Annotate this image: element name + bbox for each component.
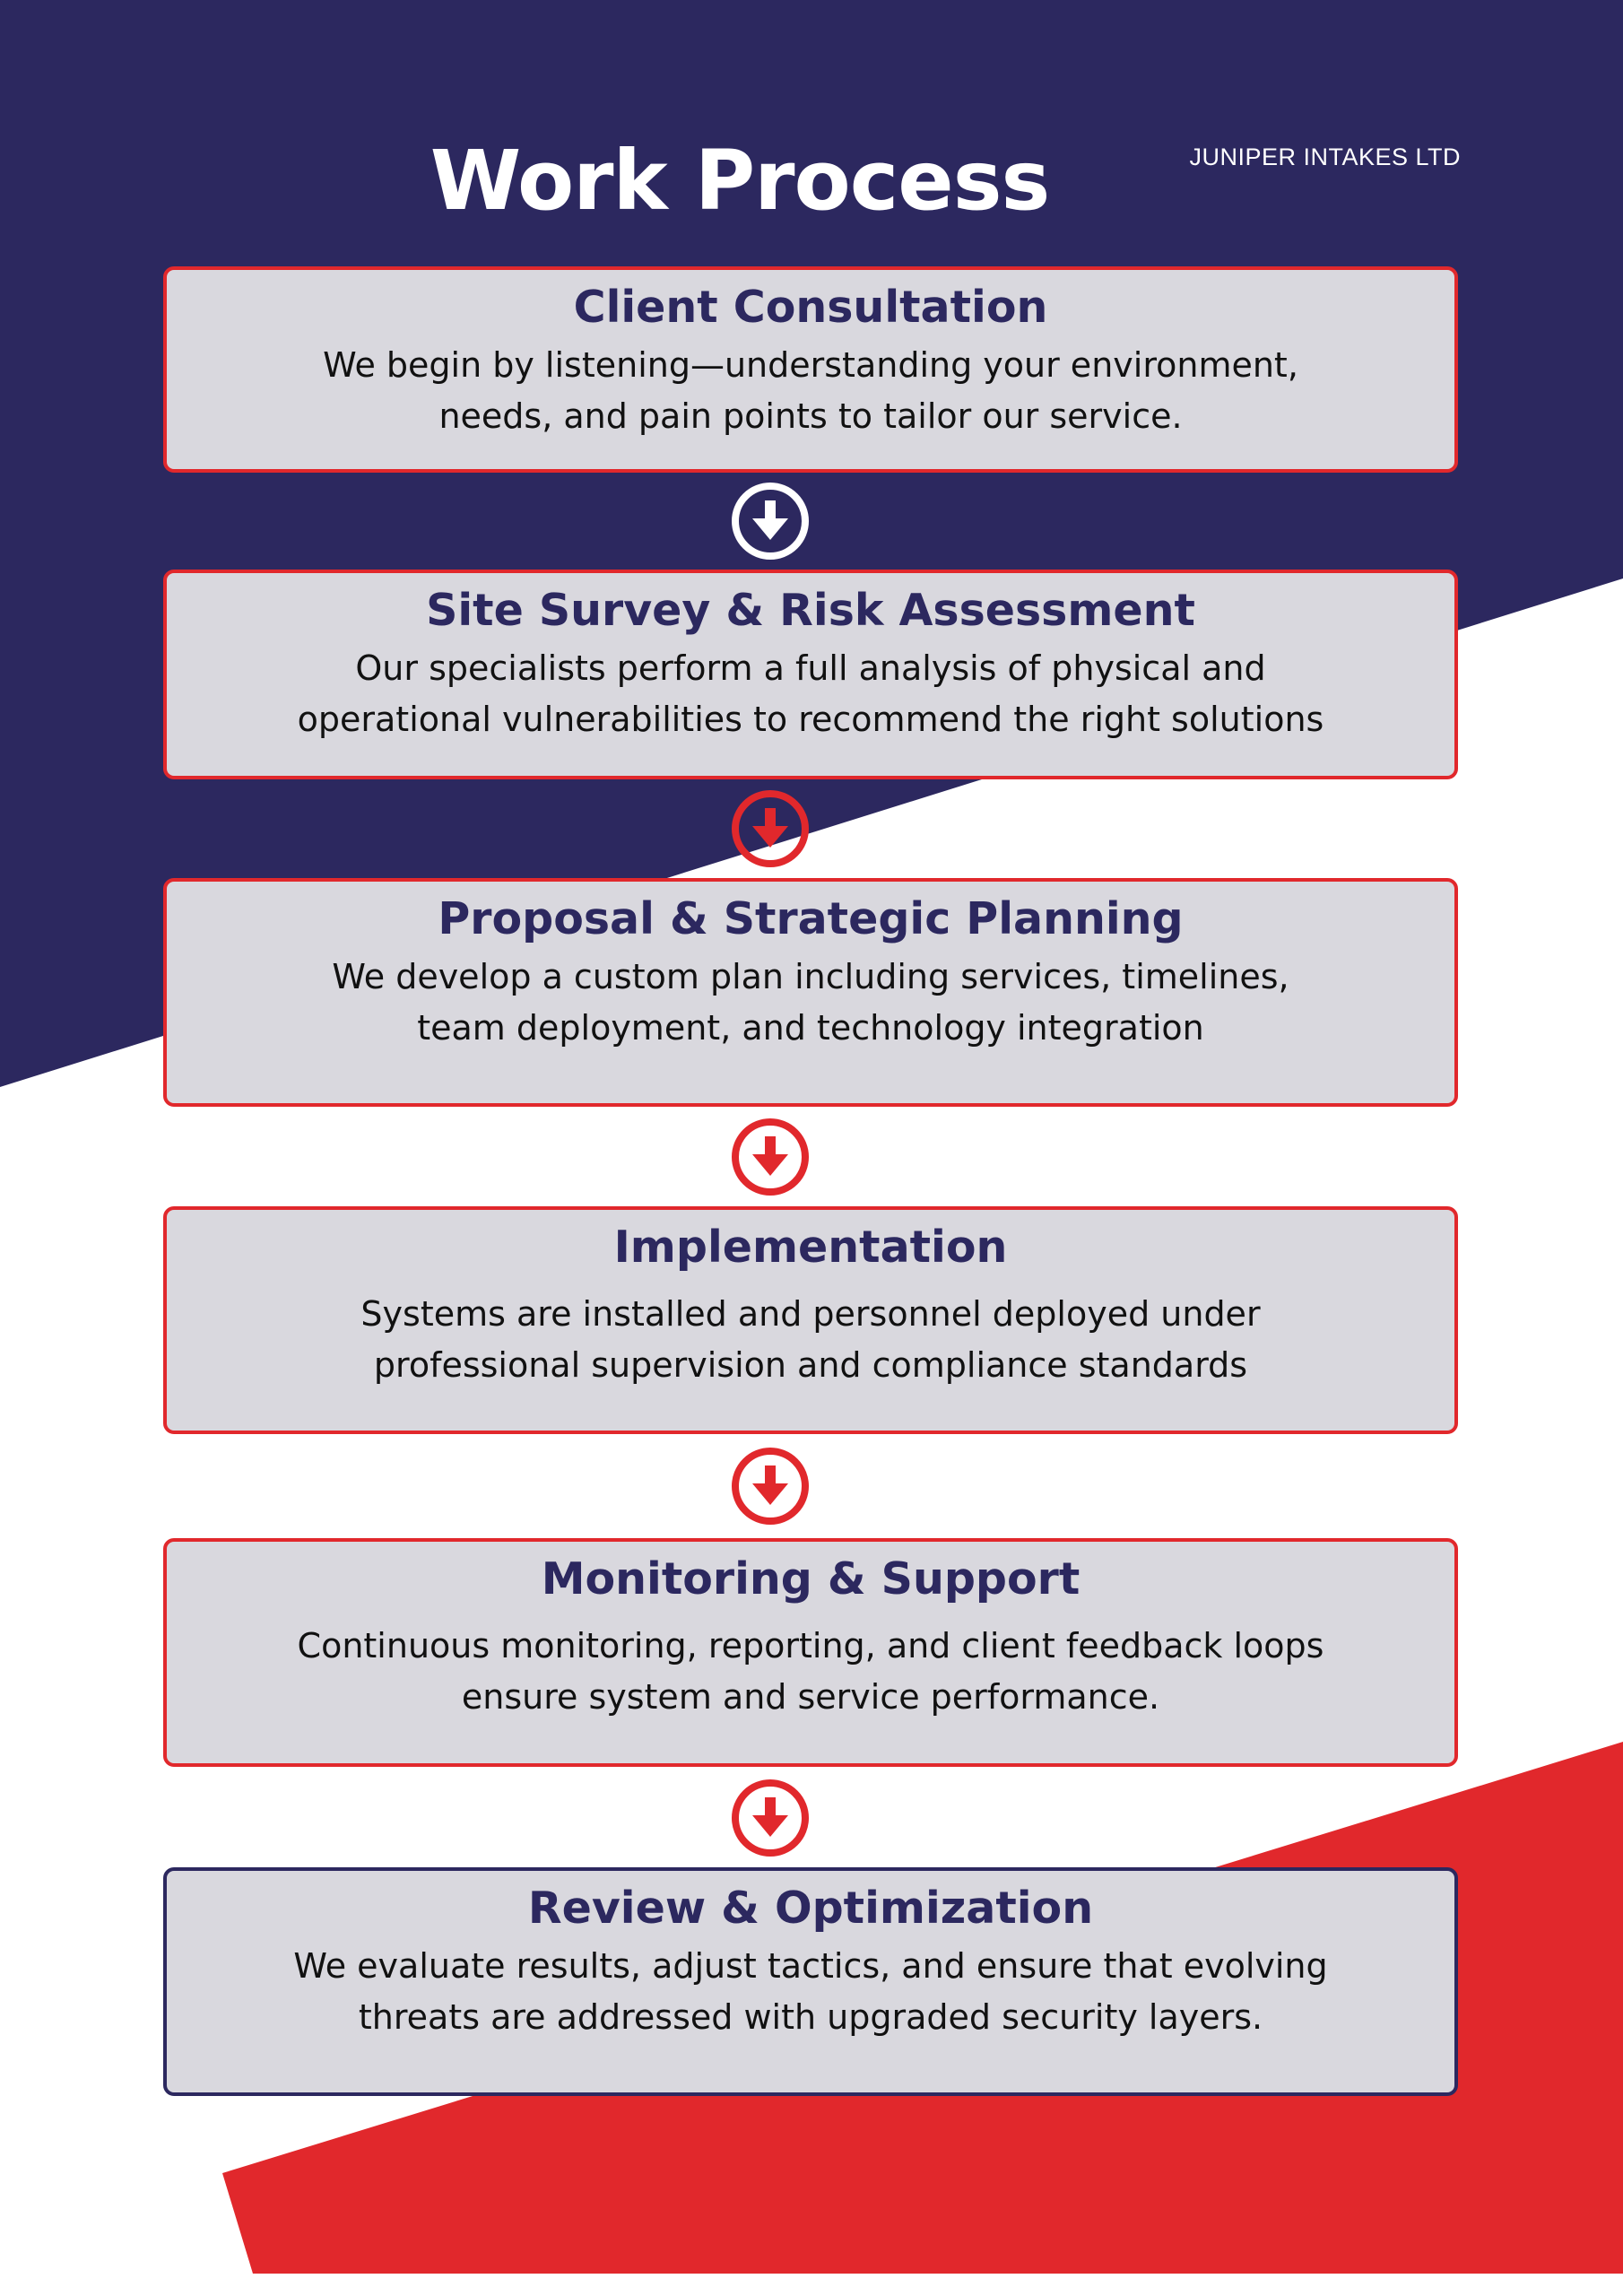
- page-title: Work Process: [430, 133, 1050, 229]
- step-card-monitoring-support: [163, 1538, 1458, 1767]
- step-description-line: We develop a custom plan including services, timelines,: [332, 957, 1289, 996]
- step-description: [167, 1941, 1454, 2043]
- step-title: Monitoring & Support: [541, 1553, 1081, 1605]
- step-description-line: professional supervision and compliance standards: [373, 1345, 1248, 1385]
- step-title: Implementation: [613, 1222, 1008, 1273]
- arrow-down-icon: [730, 1778, 811, 1858]
- step-description-line: ensure system and service performance.: [461, 1677, 1160, 1717]
- arrow-down-icon: [730, 1446, 811, 1526]
- step-description: [167, 1289, 1454, 1391]
- step-description-line: team deployment, and technology integration: [417, 1008, 1204, 1048]
- step-card-client-consultation: [163, 266, 1458, 473]
- step-title: Client Consultation: [573, 282, 1048, 333]
- step-description-line: We begin by listening—understanding your environment,: [323, 345, 1298, 385]
- step-card-site-survey: [163, 570, 1458, 779]
- step-card-proposal-planning: [163, 878, 1458, 1107]
- step-description-line: We evaluate results, adjust tactics, and ensure that evolving: [293, 1946, 1328, 1986]
- step-description-line: Our specialists perform a full analysis of physical and: [355, 648, 1266, 688]
- step-card-review-optimization: [163, 1867, 1458, 2096]
- step-description-line: Continuous monitoring, reporting, and client feedback loops: [297, 1626, 1324, 1665]
- step-title: Proposal & Strategic Planning: [438, 893, 1184, 944]
- arrow-down-icon: [730, 481, 811, 561]
- step-title: Site Survey & Risk Assessment: [426, 585, 1195, 636]
- step-description-line: needs, and pain points to tailor our service.: [438, 396, 1183, 436]
- step-description-line: Systems are installed and personnel deployed under: [360, 1294, 1261, 1334]
- arrow-down-icon: [730, 788, 811, 869]
- step-description: [167, 952, 1454, 1054]
- step-card-implementation: [163, 1206, 1458, 1434]
- arrow-down-icon: [730, 1117, 811, 1197]
- step-title: Review & Optimization: [527, 1883, 1094, 1934]
- step-description: [167, 643, 1454, 745]
- step-description-line: threats are addressed with upgraded security layers.: [358, 1997, 1263, 2037]
- step-description: [167, 1621, 1454, 1723]
- company-name: JUNIPER INTAKES LTD: [1189, 144, 1461, 170]
- step-description-line: operational vulnerabilities to recommend the right solutions: [297, 700, 1324, 739]
- step-description: [167, 340, 1454, 442]
